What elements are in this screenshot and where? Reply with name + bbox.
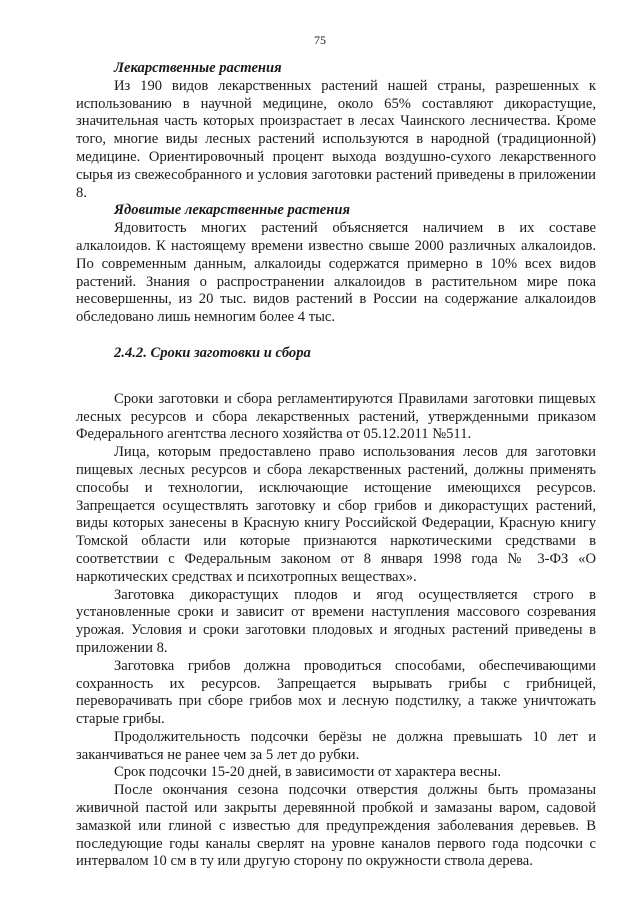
paragraph-birch-tapping-duration: Продолжительность подсочки берёзы не должна превышать 10 лет и заканчиваться не ранее чем за 5 лет до рубки. (76, 728, 596, 763)
paragraph-after-tapping: После окончания сезона подсочки отверстия должны быть промазаны живичной пастой или закрыты деревянной пробкой и замазаны варом, садовой замазкой или глиной с известью для предупреждения заболевания деревьев. В последующие годы каналы сверлят на уровне каналов первого года подсочки с интервалом 10 см в ту или другую сторону по окружности ствола дерева. (76, 782, 596, 870)
page-content (76, 60, 596, 871)
heading-poisonous-plants: Ядовитые лекарственные растения (114, 202, 350, 219)
page-number: 75 (314, 33, 326, 47)
heading-medicinal-plants: Лекарственные растения (114, 60, 282, 76)
section-heading-harvest-terms: 2.4.2. Сроки заготовки и сбора (114, 344, 311, 361)
paragraph-poisonous-plants: Ядовитость многих растений объясняется наличием в их составе алкалоидов. К настоящему времени известно свыше 2000 различных алкалоидов. По современным данным, алкалоиды содержатся примерно в 10% всех видов растений. Знания о распространении алкалоидов в растительном мире пока несовершенны, из 20 тыс. видов растений в России на содержание алкалоидов обследовано лишь немногим более 4 тыс. (76, 220, 596, 326)
paragraph-mushrooms: Заготовка грибов должна проводиться способами, обеспечивающими сохранность их ресурсов. Запрещается вырывать грибы с грибницей, переворачивать при сборе грибов мох и лесную подстилку, а также уничтожать старые грибы. (76, 657, 596, 728)
paragraph-tapping-period: Срок подсочки 15-20 дней, в зависимости от характера весны. (114, 764, 502, 781)
paragraph-permitted-persons: Лица, которым предоставлено право использования лесов для заготовки пищевых лесных ресурсов и сбора лекарственных растений, должны применять способы и технологии, исключающие истощение имеющихся ресурсов. Запрещается осуществлять заготовку и сбор грибов и дикорастущих растений, виды которых занесены в Красную книгу Российской Федерации, Красную книгу Томской области или которые признаются наркотическими средствами в соответствии с Федеральным законом от 8 января 1998 года № 3-ФЗ «О наркотических средствах и психотропных веществах». (76, 444, 596, 585)
paragraph-medicinal-plants: Из 190 видов лекарственных растений нашей страны, разрешенных к использованию в научной медицине, около 65% составляют дикорастущие, значительная часть которых произрастает в лесах Чаинского лесничества. Кроме того, многие виды лесных растений используются в народной (традиционной) медицине. Ориентировочный процент выхода воздушно-сухого лекарственного сырья из свежесобранного и условия заготовки растений приведены в приложении 8. (76, 77, 596, 201)
paragraph-harvest-rules: Сроки заготовки и сбора регламентируются Правилами заготовки пищевых лесных ресурсов и сбора лекарственных растений, утвержденными приказом Федерального агентства лесного хозяйства от 05.12.2011 №511. (76, 390, 596, 443)
paragraph-berries: Заготовка дикорастущих плодов и ягод осуществляется строго в установленные сроки и зависит от времени наступления массового созревания урожая. Условия и сроки заготовки плодовых и ягодных растений приведены в приложении 8. (76, 586, 596, 656)
